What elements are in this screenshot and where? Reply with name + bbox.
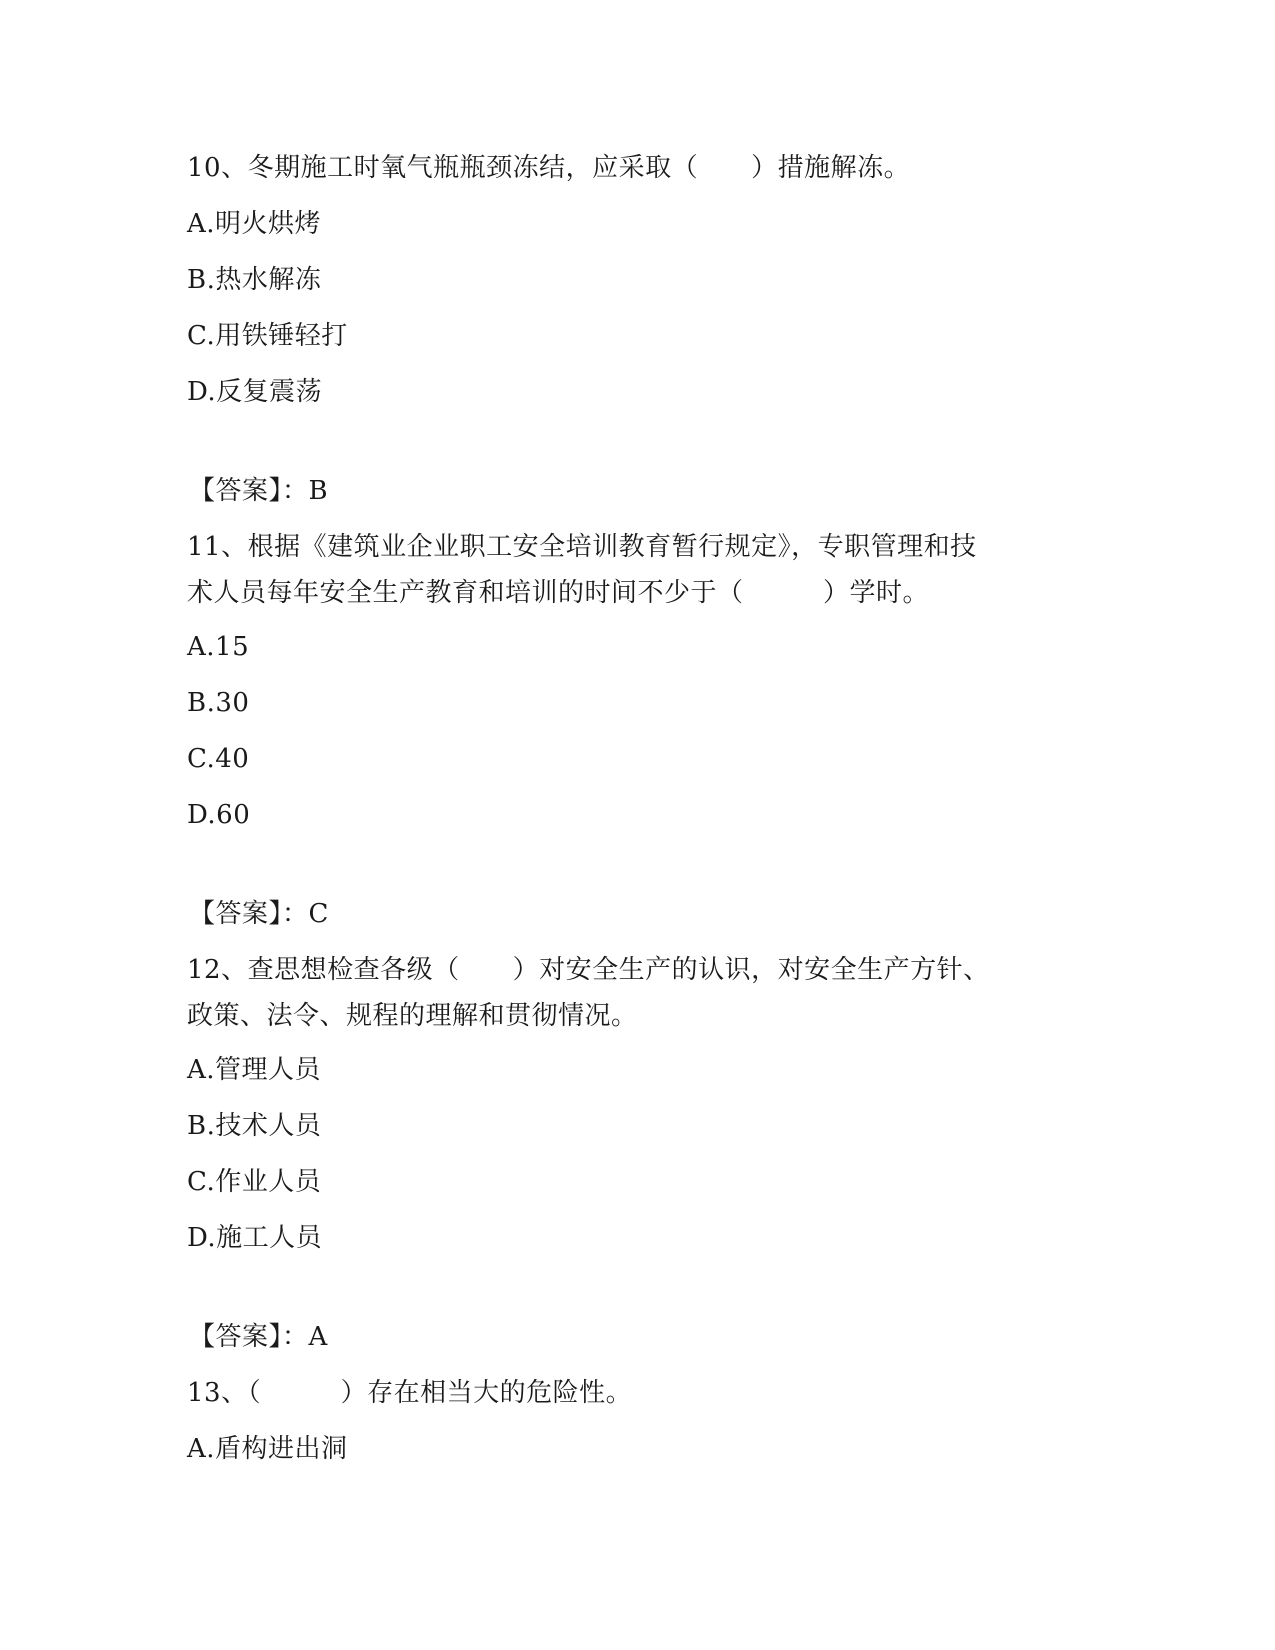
question-10-option-d: D.反复震荡 xyxy=(187,377,323,407)
question-12-answer: 【答案】：A xyxy=(189,1322,328,1352)
question-13-stem: 13、（ ）存在相当大的危险性。 xyxy=(187,1378,633,1408)
question-11-option-c: C.40 xyxy=(187,744,250,774)
question-11-stem-line-1: 11、根据《建筑业企业职工安全培训教育暂行规定》，专职管理和技 xyxy=(187,532,977,562)
question-11-answer: 【答案】：C xyxy=(189,899,329,929)
question-12-stem-line-1: 12、查思想检查各级（ ）对安全生产的认识，对安全生产方针、 xyxy=(187,955,990,985)
question-12-stem-line-2: 政策、法令、规程的理解和贯彻情况。 xyxy=(187,1001,638,1031)
question-11-option-a: A.15 xyxy=(187,632,250,662)
question-11-stem-line-2: 术人员每年安全生产教育和培训的时间不少于（ ）学时。 xyxy=(187,578,930,608)
question-11-option-b: B.30 xyxy=(187,688,250,718)
question-12-option-d: D.施工人员 xyxy=(187,1223,323,1253)
question-11-option-d: D.60 xyxy=(187,800,251,830)
question-10-option-a: A.明火烘烤 xyxy=(187,209,322,239)
question-12-option-a: A.管理人员 xyxy=(187,1055,322,1085)
question-10-stem: 10、冬期施工时氧气瓶瓶颈冻结，应采取（ ）措施解冻。 xyxy=(187,153,911,183)
question-10-option-c: C.用铁锤轻打 xyxy=(187,321,348,351)
question-12-option-b: B.技术人员 xyxy=(187,1111,322,1141)
question-10-answer: 【答案】：B xyxy=(189,476,329,506)
question-10-option-b: B.热水解冻 xyxy=(187,265,322,295)
question-12-option-c: C.作业人员 xyxy=(187,1167,322,1197)
question-13-option-a: A.盾构进出洞 xyxy=(187,1434,348,1464)
